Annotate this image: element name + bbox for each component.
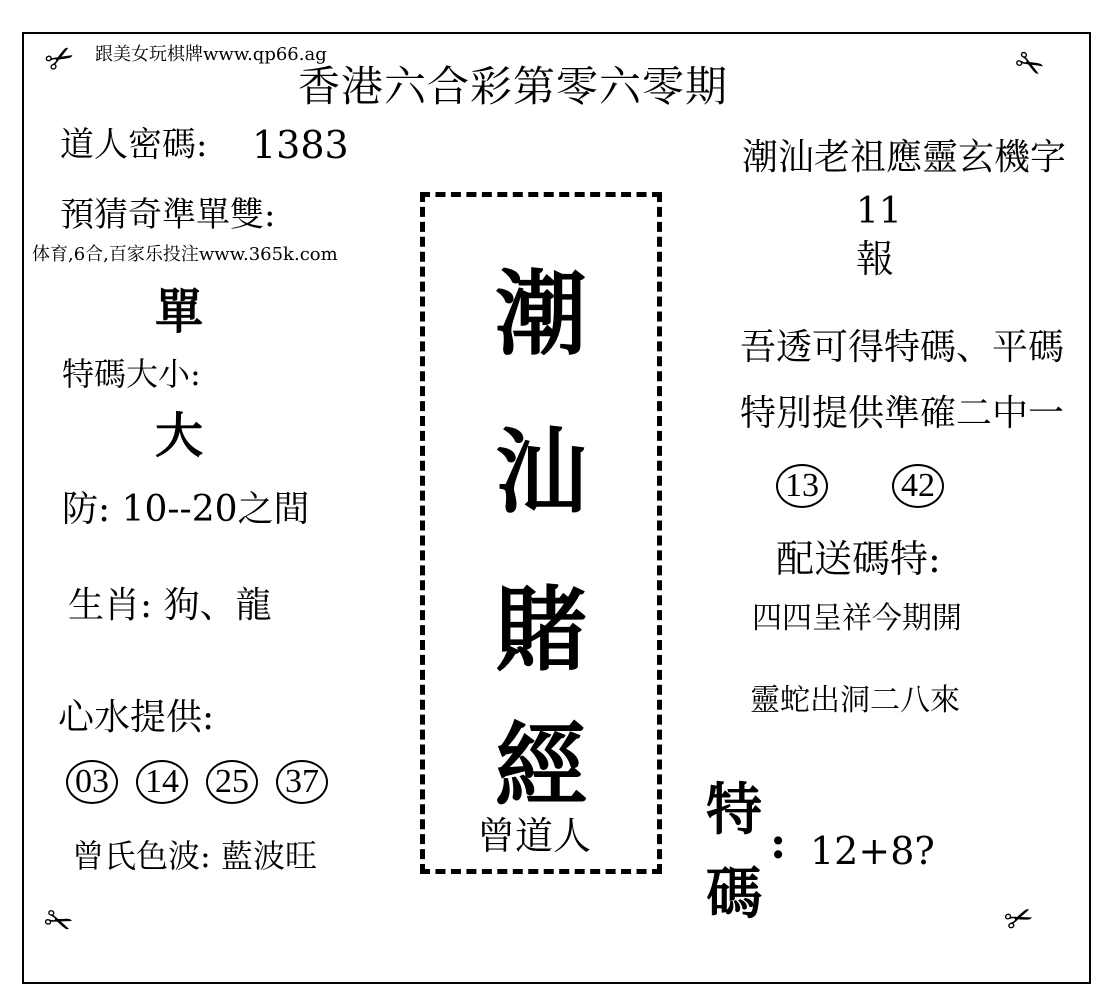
- scissors-icon: ✂: [999, 895, 1040, 943]
- scissors-icon: ✂: [37, 34, 83, 84]
- heart-number: 03: [66, 760, 118, 804]
- title-char: 賭: [494, 577, 587, 684]
- watermark-mid: 体育,6合,百家乐投注www.365k.com: [32, 244, 338, 265]
- pair-number: 42: [892, 464, 944, 508]
- size-label: 特碼大小:: [62, 355, 201, 393]
- riddle-title: 潮汕老祖應靈玄機字: [742, 137, 1067, 178]
- scissors-icon: ✂: [38, 898, 79, 946]
- password-value: 1383: [252, 123, 349, 167]
- guard-range: 防: 10--20之間: [62, 489, 310, 530]
- info-line-2: 特別提供準確二中一: [740, 393, 1065, 434]
- title-char: 潮: [494, 261, 587, 368]
- oddeven-value: 單: [155, 284, 204, 340]
- scissors-icon: ✂: [1006, 40, 1052, 90]
- color-wave: 曾氏色波: 藍波旺: [72, 837, 317, 875]
- heart-number: 37: [276, 760, 328, 804]
- special-label-2: 碼: [706, 861, 762, 927]
- pair-number: 13: [776, 464, 828, 508]
- special-colon: :: [770, 818, 787, 869]
- size-value: 大: [155, 408, 204, 464]
- riddle-number: 11: [856, 191, 902, 232]
- poem-line-2: 靈蛇出洞二八來: [750, 683, 960, 718]
- oddeven-label: 預猜奇準單雙:: [60, 195, 276, 235]
- heart-label: 心水提供:: [58, 697, 215, 738]
- heart-number: 14: [136, 760, 188, 804]
- info-line-1: 吾透可得特碼、平碼: [740, 327, 1065, 368]
- watermark-top: 跟美女玩棋牌www.qp66.ag: [95, 44, 327, 65]
- title-char: 經: [494, 713, 587, 820]
- page-title: 香港六合彩第零六零期: [298, 62, 729, 111]
- poem-line-1: 四四呈祥今期開: [752, 601, 962, 636]
- title-char: 汕: [494, 419, 587, 526]
- zodiac: 生肖: 狗、龍: [68, 585, 272, 626]
- special-label-1: 特: [706, 777, 762, 843]
- riddle-char: 報: [856, 237, 895, 281]
- heart-number: 25: [206, 760, 258, 804]
- title-box: [420, 192, 662, 874]
- special-value: 12+8?: [810, 829, 935, 873]
- password-label: 道人密碼:: [60, 125, 208, 165]
- author: 曾道人: [477, 814, 592, 858]
- gift-label: 配送碼特:: [776, 537, 941, 581]
